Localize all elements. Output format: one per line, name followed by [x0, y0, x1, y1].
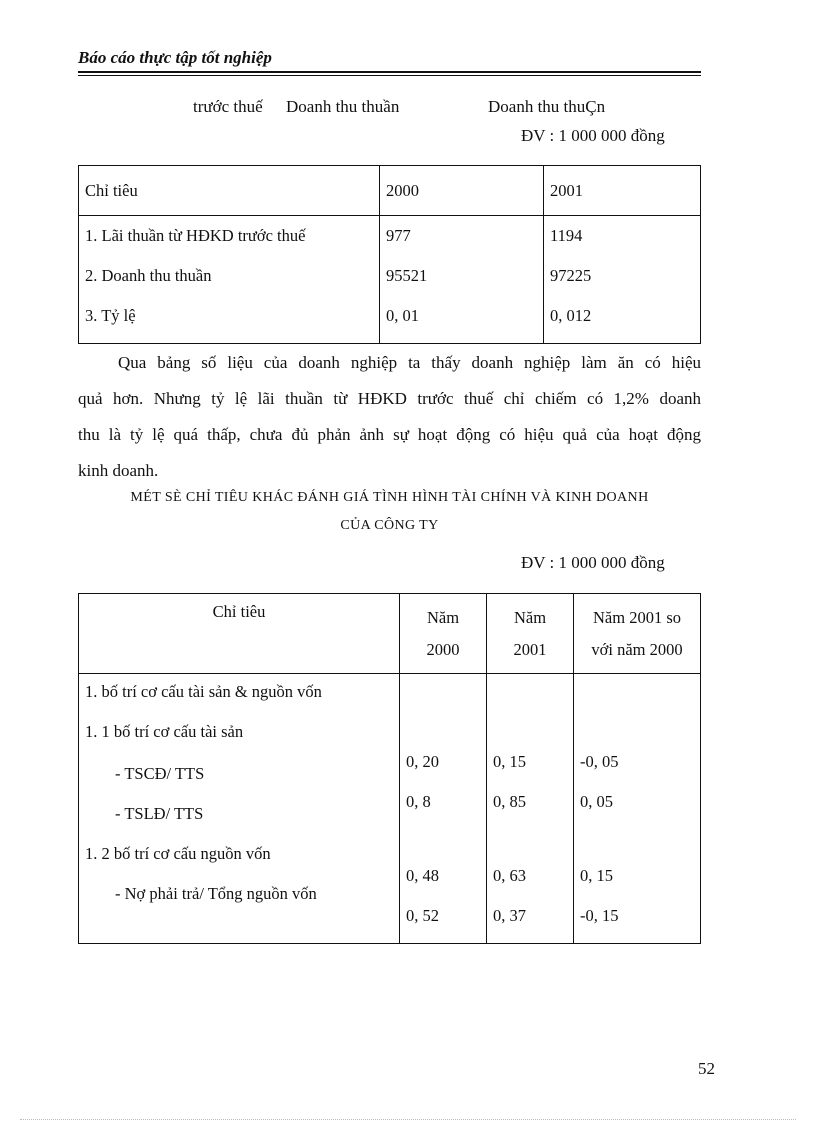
year-2000-column — [380, 216, 544, 344]
table-cell: -0, 05 — [580, 752, 619, 771]
table-cell: 0, 012 — [550, 306, 592, 325]
table-cell: - TSCĐ/ TTS — [115, 764, 205, 783]
table-cell: 1. Lãi thuần từ HĐKD trước thuế — [85, 226, 306, 245]
table-header-cell: Chỉ tiêu — [79, 166, 380, 216]
table-cell: 0, 85 — [493, 792, 526, 811]
formula-text-before-tax: trước thuế — [193, 97, 263, 116]
page-number: 52 — [698, 1059, 715, 1078]
paragraph-line: Qua bảng số liệu của doanh nghiệp ta thấy doanh nghiệp làm ăn có hiệu — [118, 353, 701, 372]
section-heading-line1: MÉT SÈ CHỈ TIÊU KHÁC ĐÁNH GIÁ TÌNH HÌNH TÀI CHÍNH VÀ KINH DOANH — [130, 490, 649, 505]
table-cell: 97225 — [550, 266, 592, 285]
table-header-cell: 2000 — [380, 166, 544, 216]
indicator-column — [79, 216, 380, 344]
year-2000-column — [400, 674, 487, 944]
table-header-cell — [574, 594, 701, 674]
table-cell: - Nợ phải trả/ Tổng nguồn vốn — [115, 884, 317, 903]
running-header: Báo cáo thực tập tốt nghiệp — [78, 48, 272, 67]
table-cell: 0, 15 — [580, 866, 613, 885]
year-2001-column — [544, 216, 701, 344]
table-cell: - TSLĐ/ TTS — [115, 804, 204, 823]
table-cell: 0, 01 — [386, 306, 419, 325]
table-cell: 0, 20 — [406, 752, 439, 771]
formula-text-net-revenue: Doanh thu thuần — [286, 97, 400, 116]
table-header-cell: Chỉ tiêu — [79, 594, 400, 674]
formula-text-net-revenue-2: Doanh thu thuÇn — [488, 97, 606, 116]
header-rule-thin — [78, 75, 701, 76]
table-cell: 1. 1 bố trí cơ cấu tài sản — [85, 722, 244, 741]
table-cell: 0, 8 — [406, 792, 431, 811]
header-text: Năm — [426, 608, 460, 627]
table-cell: 0, 15 — [493, 752, 526, 771]
footer-dotted-rule — [20, 1119, 796, 1120]
header-text: 2000 — [426, 640, 460, 659]
table-cell: 2. Doanh thu thuần — [85, 266, 212, 285]
table-header-cell — [400, 594, 487, 674]
table-cell: 3. Tỷ lệ — [85, 306, 136, 325]
header-text: Năm 2001 so — [593, 608, 681, 627]
section-heading-line2: CỦA CÔNG TY — [340, 518, 439, 533]
table-cell: 0, 63 — [493, 866, 526, 885]
paragraph-line: kinh doanh. — [78, 461, 159, 480]
paragraph-line: quả hơn. Nhưng tỷ lệ lãi thuần từ HĐKD trước thuế chỉ chiếm có 1,2% doanh — [78, 389, 701, 408]
income-ratio-table — [78, 165, 701, 344]
header-text: Năm — [513, 608, 547, 627]
header-text: 2001 — [513, 640, 547, 659]
table-cell: 977 — [386, 226, 411, 245]
table-body-row — [79, 674, 701, 944]
indicator-column — [79, 674, 400, 944]
table-body-row — [79, 216, 701, 344]
table-cell: 1. 2 bố trí cơ cấu nguồn vốn — [85, 844, 271, 863]
table-cell: 0, 05 — [580, 792, 613, 811]
year-2001-column — [487, 674, 574, 944]
table-cell: 0, 52 — [406, 906, 439, 925]
unit-label: ĐV : 1 000 000 đồng — [521, 553, 665, 572]
table-cell: 1194 — [550, 226, 583, 245]
paragraph-line: thu là tỷ lệ quá thấp, chưa đủ phản ảnh sự hoạt động có hiệu quả của hoạt động — [78, 425, 701, 444]
table-cell: -0, 15 — [580, 906, 619, 925]
table-cell: 0, 48 — [406, 866, 439, 885]
table-header-row — [79, 166, 701, 216]
comparison-column — [574, 674, 701, 944]
financial-indicators-table — [78, 593, 701, 944]
table-header-cell: 2001 — [544, 166, 701, 216]
table-header-row — [79, 594, 701, 674]
table-cell: 1. bố trí cơ cấu tài sản & nguồn vốn — [85, 682, 322, 701]
table-cell: 95521 — [386, 266, 428, 285]
header-text: với năm 2000 — [591, 640, 683, 659]
analysis-paragraph — [78, 345, 701, 489]
header-rule-thick — [78, 71, 701, 73]
unit-label: ĐV : 1 000 000 đồng — [521, 126, 665, 145]
table-cell: 0, 37 — [493, 906, 526, 925]
table-header-cell — [487, 594, 574, 674]
